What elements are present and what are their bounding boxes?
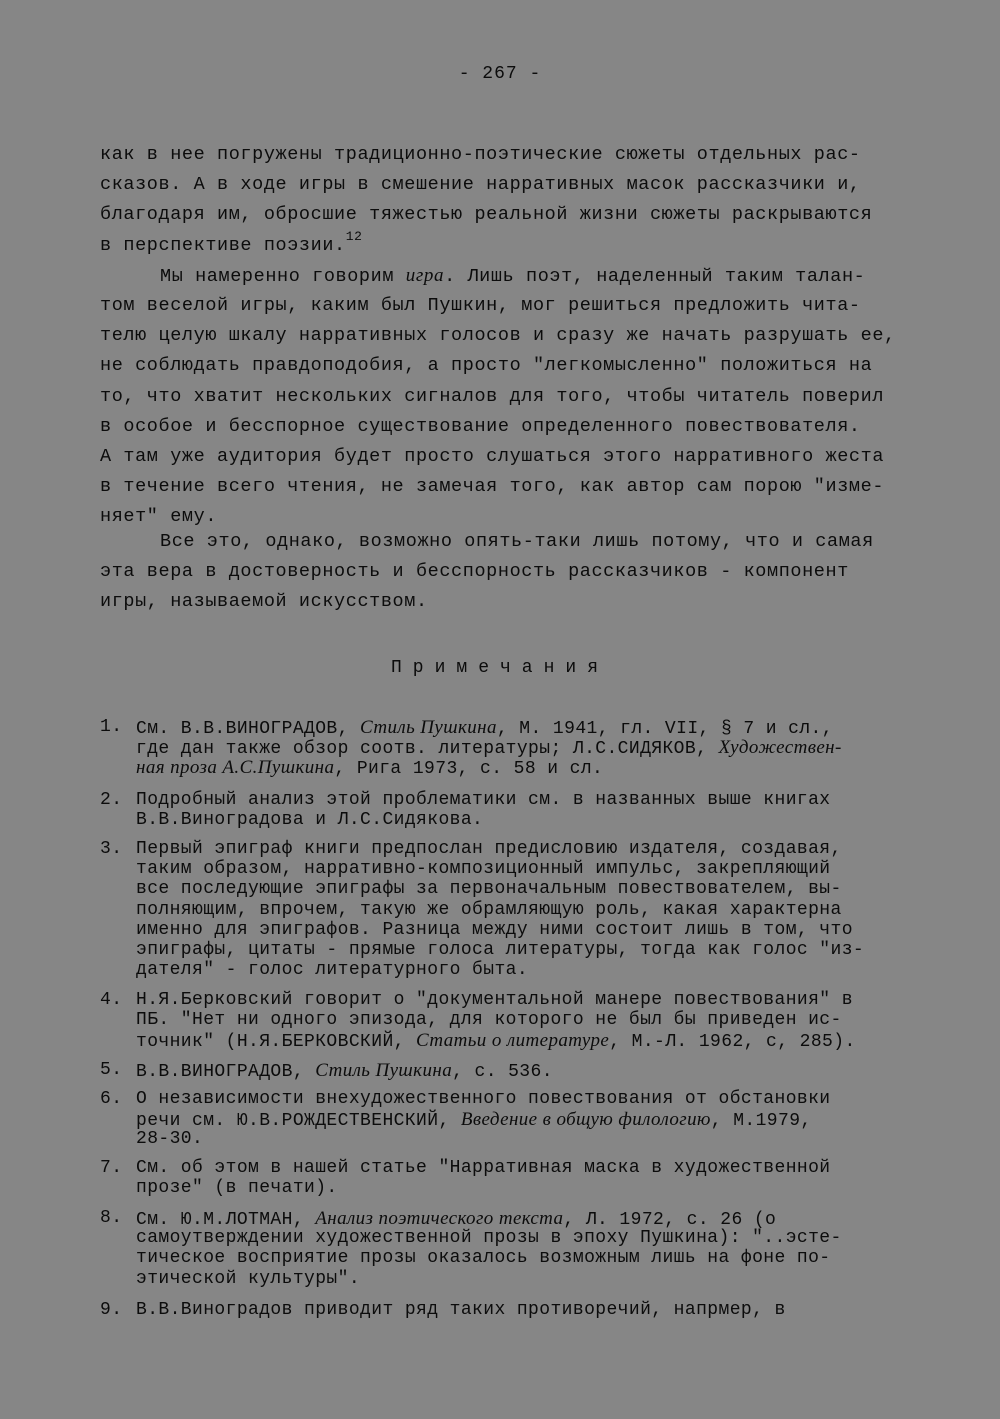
body-line: телю целую шкалу нарративных голосов и сразу же начать разрушать ее, — [100, 325, 896, 347]
body-line: то, что хватит нескольких сигналов для того, чтобы читатель поверил — [100, 385, 885, 407]
italic-title: Стиль Пушкина — [360, 717, 497, 738]
footnote-ref: 12 — [345, 228, 363, 244]
note-line: О независимости внехудожественного повествования от обстановки — [136, 1089, 831, 1109]
note-line: полняющим, впрочем, такую же обрамляющую роль, какая характерна — [136, 899, 842, 920]
body-line: сказов. А в ходе игры в смешение нарративных масок рассказчики и, — [100, 174, 861, 196]
note-line: прозе" (в печати). — [136, 1178, 338, 1199]
body-line: том веселой игры, каким был Пушкин, мог решиться предложить чита- — [100, 295, 861, 316]
note-line: В.В.ВИНОГРАДОВ, Стиль Пушкина, с. 536. — [136, 1060, 553, 1082]
italic-title: Введение в общую филологию — [460, 1109, 711, 1131]
note-line: эпиграфы, цитаты - прямые голоса литературы, тогда как голос "из- — [136, 940, 865, 960]
note-line: Подробный анализ этой проблематики см. в названных выше книгах — [136, 790, 831, 810]
note-number: 9. — [100, 1300, 123, 1320]
italic-term: игра — [405, 264, 445, 286]
note-line: дателя" - голос литературного быта. — [136, 960, 529, 981]
body-line: игры, называемой искусством. — [100, 591, 428, 613]
note-number: 4. — [100, 990, 123, 1010]
body-line: в особое и бесспорное существование определенного повествователя. — [100, 415, 861, 437]
body-line: в перспективе поэзии.$^{12}$ — [100, 228, 363, 256]
note-number: 2. — [100, 790, 123, 810]
note-line: См. об этом в нашей статье "Нарративная маска в художественной — [136, 1158, 831, 1178]
body-line: Все это, однако, возможно опять-таки лишь потому, что и самая — [160, 531, 874, 552]
note-line: См. Ю.М.ЛОТМАН, Анализ поэтического текста, Л. 1972, с. 26 (о — [136, 1208, 777, 1230]
note-line: именно для эпиграфов. Разница между ними состоит лишь в том, что — [136, 919, 853, 940]
note-line: В.В.Виноградова и Л.С.Сидякова. — [136, 810, 484, 831]
note-line: ная проза А.С.Пушкина, Рига 1973, с. 58 и сл. — [136, 757, 604, 780]
italic-title: Анализ поэтического текста — [315, 1208, 564, 1229]
note-number: 8. — [100, 1208, 123, 1228]
body-line: не соблюдать правдоподобия, а просто "легкомысленно" положиться на — [100, 355, 873, 377]
note-number: 6. — [100, 1089, 123, 1109]
italic-title: ная проза А.С.Пушкина — [136, 757, 335, 779]
body-line: няет" ему. — [100, 506, 218, 528]
note-line: 28-30. — [136, 1129, 204, 1150]
note-line: таким образом, нарративно-композиционный импульс, закрепляющий — [136, 859, 831, 880]
italic-title: Статьи о литературе — [416, 1030, 610, 1052]
note-line: речи см. Ю.В.РОЖДЕСТВЕНСКИЙ, Введение в общую филологию, М.1979, — [136, 1109, 812, 1132]
italic-title: Художествен- — [718, 737, 842, 759]
note-number: 1. — [100, 717, 123, 737]
note-line: ПБ. "Нет ни одного эпизода, для которого не был бы приведен ис- — [136, 1010, 842, 1031]
note-line: тическое восприятие прозы оказалось возможным лишь на фоне по- — [136, 1248, 831, 1269]
italic-title: Стиль Пушкина — [315, 1060, 453, 1081]
note-line: Н.Я.Берковский говорит о "документальной манере повествования" в — [136, 990, 853, 1010]
body-line: как в нее погружены традиционно-поэтические сюжеты отдельных рас- — [100, 144, 861, 165]
note-line: точник" (Н.Я.БЕРКОВСКИЙ, Статьи о литературе, М.-Л. 1962, с, 285). — [136, 1030, 856, 1053]
note-line: самоутверждении художественной прозы в эпоху Пушкина): "..эсте- — [136, 1228, 842, 1249]
notes-heading: Примечания — [390, 658, 610, 678]
body-line: в течение всего чтения, не замечая того, как автор сам порою "изме- — [100, 476, 885, 498]
note-line: все последующие эпиграфы за первоначальным повествователем, вы- — [136, 879, 842, 900]
page-number: - 267 - — [458, 64, 542, 84]
note-line: где дан также обзор соотв. литературы; Л.С.СИДЯКОВ, Художествен- — [136, 737, 842, 760]
body-line: Мы намеренно говорим игра. Лишь поэт, наделенный таким талан- — [160, 264, 866, 287]
note-number: 3. — [100, 839, 123, 859]
note-line: См. В.В.ВИНОГРАДОВ, Стиль Пушкина, М. 1941, гл. VII, § 7 и сл., — [136, 717, 833, 739]
note-line: этической культуры". — [136, 1268, 361, 1289]
body-line: эта вера в достоверность и бесспорность рассказчиков - компонент — [100, 561, 849, 583]
body-line: благодаря им, обросшие тяжестью реальной жизни сюжеты раскрываются — [100, 204, 873, 226]
note-line: В.В.Виноградов приводит ряд таких противоречий, напрмер, в — [136, 1300, 786, 1320]
note-number: 7. — [100, 1158, 123, 1178]
body-line: А там уже аудитория будет просто слушаться этого нарративного жеста — [100, 446, 885, 467]
note-number: 5. — [100, 1060, 123, 1080]
note-line: Первый эпиграф книги предпослан предисловию издателя, создавая, — [136, 839, 842, 859]
